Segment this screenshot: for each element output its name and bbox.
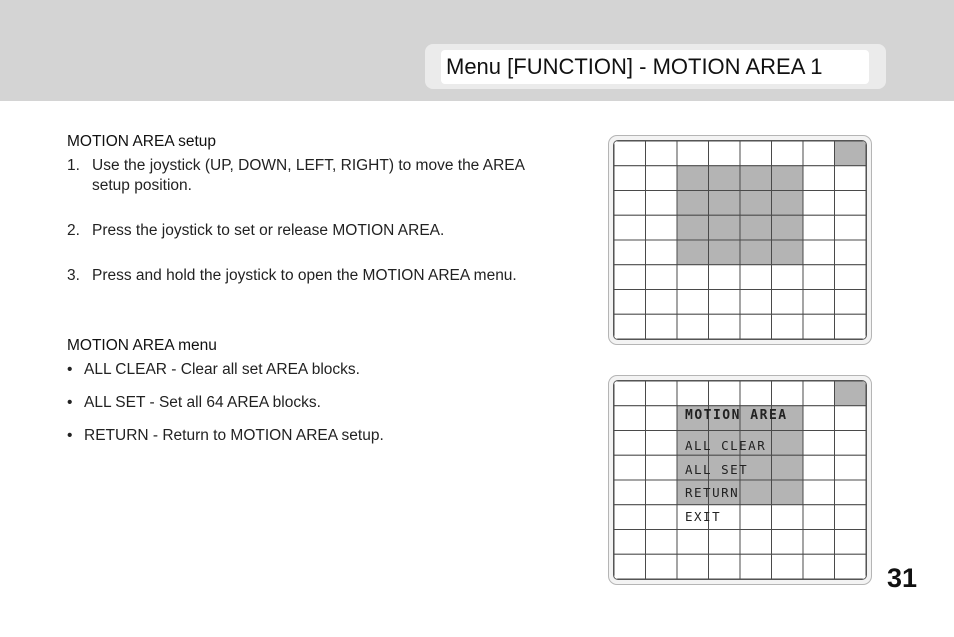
area-cell[interactable]	[835, 406, 867, 431]
area-cell[interactable]	[614, 314, 646, 339]
step-number: 2.	[67, 222, 80, 239]
step-number: 3.	[67, 267, 80, 284]
area-cell[interactable]	[646, 530, 678, 555]
menu-heading: MOTION AREA menu	[67, 337, 217, 354]
step-text: Use the joystick (UP, DOWN, LEFT, RIGHT) to move the AREA setup position.	[92, 157, 525, 194]
area-cell[interactable]	[614, 191, 646, 216]
step-number: 1.	[67, 157, 80, 174]
area-cell[interactable]	[740, 505, 772, 530]
osd-menu-title: MOTION AREA	[685, 408, 788, 423]
osd-display	[613, 380, 867, 580]
area-cell[interactable]	[646, 290, 678, 315]
area-cell[interactable]	[803, 455, 835, 480]
area-cell-selected[interactable]	[740, 215, 772, 240]
area-cell-selected[interactable]	[772, 480, 804, 505]
bullet-text: ALL CLEAR - Clear all set AREA blocks.	[84, 361, 360, 378]
osd-screen-area-menu	[608, 375, 872, 585]
area-cell[interactable]	[803, 166, 835, 191]
area-cell[interactable]	[803, 530, 835, 555]
area-cell[interactable]	[740, 290, 772, 315]
area-cell-cursor[interactable]	[835, 141, 867, 166]
area-cell-selected[interactable]	[709, 215, 741, 240]
area-cell[interactable]	[740, 265, 772, 290]
area-cell[interactable]	[614, 290, 646, 315]
area-cell[interactable]	[740, 314, 772, 339]
area-cell[interactable]	[614, 141, 646, 166]
step-text: Press and hold the joystick to open the MOTION AREA menu.	[92, 267, 517, 284]
area-cell[interactable]	[803, 381, 835, 406]
area-cell[interactable]	[709, 314, 741, 339]
area-cell[interactable]	[646, 431, 678, 456]
area-cell[interactable]	[835, 505, 867, 530]
area-cell-selected[interactable]	[772, 431, 804, 456]
area-cell[interactable]	[803, 240, 835, 265]
area-grid	[614, 141, 866, 339]
area-cell[interactable]	[646, 455, 678, 480]
setup-step-2	[67, 221, 557, 241]
area-cell[interactable]	[614, 265, 646, 290]
area-cell[interactable]	[677, 314, 709, 339]
area-cell[interactable]	[614, 431, 646, 456]
area-cell[interactable]	[646, 240, 678, 265]
area-cell[interactable]	[646, 406, 678, 431]
area-cell[interactable]	[803, 406, 835, 431]
area-cell[interactable]	[646, 191, 678, 216]
area-cell[interactable]	[614, 530, 646, 555]
area-cell[interactable]	[803, 505, 835, 530]
area-cell[interactable]	[803, 431, 835, 456]
bullet-text: RETURN - Return to MOTION AREA setup.	[84, 427, 384, 444]
area-cell[interactable]	[646, 554, 678, 579]
step-text: Press the joystick to set or release MOTION AREA.	[92, 222, 445, 239]
area-cell-selected[interactable]	[709, 240, 741, 265]
bullet-text: ALL SET - Set all 64 AREA blocks.	[84, 394, 321, 411]
area-cell[interactable]	[803, 480, 835, 505]
area-cell[interactable]	[646, 480, 678, 505]
menu-bullet-all-set	[67, 393, 321, 413]
area-cell[interactable]	[614, 554, 646, 579]
area-cell-selected[interactable]	[772, 166, 804, 191]
area-cell[interactable]	[614, 215, 646, 240]
area-cell[interactable]	[614, 505, 646, 530]
area-cell[interactable]	[803, 554, 835, 579]
area-cell[interactable]	[835, 431, 867, 456]
area-cell[interactable]	[803, 191, 835, 216]
area-cell[interactable]	[646, 381, 678, 406]
area-cell[interactable]	[772, 265, 804, 290]
osd-menu-item-return[interactable]: RETURN	[685, 485, 740, 500]
area-cell[interactable]	[646, 505, 678, 530]
setup-heading: MOTION AREA setup	[67, 133, 217, 150]
area-cell[interactable]	[677, 290, 709, 315]
area-cell[interactable]	[803, 141, 835, 166]
area-cell[interactable]	[709, 290, 741, 315]
osd-screen-area-setup	[608, 135, 872, 345]
area-cell[interactable]	[803, 314, 835, 339]
area-cell-selected[interactable]	[677, 166, 709, 191]
area-cell[interactable]	[835, 191, 867, 216]
area-cell-selected[interactable]	[740, 480, 772, 505]
area-cell-selected[interactable]	[772, 240, 804, 265]
osd-display	[613, 140, 867, 340]
osd-menu-item-all-set[interactable]: ALL SET	[685, 462, 749, 477]
bullet-dot: •	[67, 361, 73, 378]
area-cell[interactable]	[614, 406, 646, 431]
page-number: 31	[887, 563, 918, 593]
area-cell[interactable]	[772, 314, 804, 339]
area-cell[interactable]	[803, 290, 835, 315]
setup-step-1	[67, 156, 557, 196]
area-cell[interactable]	[646, 166, 678, 191]
area-cell[interactable]	[614, 240, 646, 265]
area-cell[interactable]	[772, 554, 804, 579]
area-cell[interactable]	[740, 141, 772, 166]
area-cell-selected[interactable]	[677, 240, 709, 265]
area-cell[interactable]	[646, 265, 678, 290]
area-cell[interactable]	[646, 314, 678, 339]
osd-menu-item-all-clear[interactable]: ALL CLEAR	[685, 438, 767, 453]
area-cell[interactable]	[835, 530, 867, 555]
area-cell[interactable]	[709, 381, 741, 406]
bullet-dot: •	[67, 427, 73, 444]
area-cell[interactable]	[835, 455, 867, 480]
area-cell-selected[interactable]	[740, 166, 772, 191]
area-cell[interactable]	[709, 530, 741, 555]
area-cell[interactable]	[772, 505, 804, 530]
area-cell[interactable]	[709, 141, 741, 166]
area-cell[interactable]	[740, 381, 772, 406]
area-cell[interactable]	[835, 554, 867, 579]
area-cell[interactable]	[677, 381, 709, 406]
menu-bullet-all-clear	[67, 360, 360, 380]
area-cell-cursor[interactable]	[835, 381, 867, 406]
area-cell[interactable]	[646, 215, 678, 240]
area-cell[interactable]	[803, 215, 835, 240]
area-cell[interactable]	[772, 381, 804, 406]
area-cell[interactable]	[646, 141, 678, 166]
area-cell-selected[interactable]	[772, 455, 804, 480]
area-cell[interactable]	[614, 381, 646, 406]
area-cell[interactable]	[740, 530, 772, 555]
area-cell[interactable]	[709, 265, 741, 290]
area-cell[interactable]	[835, 240, 867, 265]
area-cell[interactable]	[677, 554, 709, 579]
area-cell-selected[interactable]	[740, 240, 772, 265]
area-cell[interactable]	[614, 480, 646, 505]
area-cell[interactable]	[677, 530, 709, 555]
area-cell[interactable]	[835, 480, 867, 505]
area-cell[interactable]	[677, 141, 709, 166]
area-cell-selected[interactable]	[772, 215, 804, 240]
area-cell[interactable]	[835, 215, 867, 240]
area-cell[interactable]	[835, 265, 867, 290]
area-cell[interactable]	[772, 290, 804, 315]
area-cell-selected[interactable]	[709, 166, 741, 191]
area-cell[interactable]	[740, 554, 772, 579]
area-cell-selected[interactable]	[677, 215, 709, 240]
area-cell[interactable]	[835, 290, 867, 315]
area-cell-selected[interactable]	[709, 191, 741, 216]
area-cell[interactable]	[803, 265, 835, 290]
setup-step-3	[67, 266, 557, 286]
area-cell[interactable]	[614, 455, 646, 480]
area-cell[interactable]	[677, 265, 709, 290]
osd-menu-item-exit[interactable]: EXIT	[685, 509, 722, 524]
area-cell-selected[interactable]	[740, 191, 772, 216]
page-title: Menu [FUNCTION] - MOTION AREA 1	[441, 50, 869, 84]
area-cell[interactable]	[772, 141, 804, 166]
bullet-dot: •	[67, 394, 73, 411]
area-cell[interactable]	[772, 530, 804, 555]
area-cell[interactable]	[835, 166, 867, 191]
area-cell[interactable]	[835, 314, 867, 339]
menu-bullet-return	[67, 426, 384, 446]
area-cell-selected[interactable]	[677, 191, 709, 216]
area-cell[interactable]	[614, 166, 646, 191]
area-cell[interactable]	[709, 554, 741, 579]
area-cell-selected[interactable]	[772, 191, 804, 216]
